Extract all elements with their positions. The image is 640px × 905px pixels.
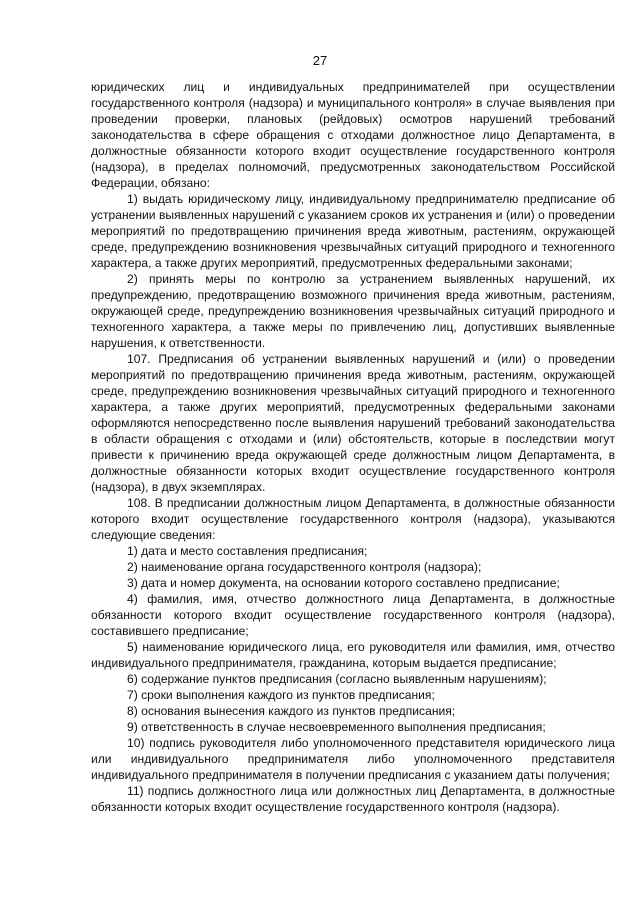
paragraph-item-1: 1) выдать юридическому лицу, индивидуальному предпринимателю предписание об устранении выявленных нарушений с указанием сроков их устранения и (или) о проведении мероприятий по предотвращению причинения вреда животным, растениям, окружающей среде, предупреждению возникновения чрезвычайных ситуаций природного и техногенного характера, а также других мероприятий, предусмотренных федеральными законами; [91, 192, 615, 270]
list-item-4: 4) фамилия, имя, отчество должностного лица Департамента, в должностные обязанности которого входит осуществление государственного контроля (надзора), составившего предписание; [91, 592, 615, 638]
paragraph-section-107: 107. Предписания об устранении выявленных нарушений и (или) о проведении мероприятий по предотвращению причинения вреда животным, растениям, окружающей среде, предупреждению возникновения чрезвычайных ситуаций природного и техногенного характера, а также других мероприятий, предусмотренных федеральными законами оформляются непосредственно после выявления нарушений требований законодательства в области обращения с отходами и (или) обстоятельств, которые в последствии могут привести к причинению вреда окружающей среде должностным лицом Департамента, в должностные обязанности которых входит осуществление государственного контроля (надзора), в двух экземплярах. [91, 352, 615, 494]
list-item-9: 9) ответственность в случае несвоевременного выполнения предписания; [127, 720, 546, 734]
list-item-5: 5) наименование юридического лица, его руководителя или фамилия, имя, отчество индивидуального предпринимателя, гражданина, которым выдается предписание; [91, 640, 615, 670]
paragraph-item-2: 2) принять меры по контролю за устранением выявленных нарушений, их предупреждению, предотвращению возможного причинения вреда животным, растениям, окружающей среде, предупреждению возникновения чрезвычайных ситуаций природного и техногенного характера, а также меры по привлечению лиц, допустивших выявленные нарушения, к ответственности. [91, 272, 615, 350]
list-item-2: 2) наименование органа государственного контроля (надзора); [127, 560, 482, 574]
list-item-8: 8) основания вынесения каждого из пунктов предписания; [127, 704, 456, 718]
list-item-11: 11) подпись должностного лица или должностных лиц Департамента, в должностные обязанности которых входит осуществление государственного контроля (надзора). [91, 784, 615, 814]
list-item-1: 1) дата и место составления предписания; [127, 544, 368, 558]
page-number: 27 [312, 53, 328, 68]
list-item-6: 6) содержание пунктов предписания (согласно выявленным нарушениям); [127, 672, 547, 686]
paragraph-intro: юридических лиц и индивидуальных предпринимателей при осуществлении государственного контроля (надзора) и муниципального контроля» в случае выявления при проведении проверки, плановых (рейдовых) осмотров нарушений требований законодательства в сфере обращения с отходами должностное лицо Департамента, в должностные обязанности которого входит осуществление государственного контроля (надзора), в пределах полномочий, предусмотренных законодательством Российской Федерации, обязано: [91, 80, 615, 190]
list-item-3: 3) дата и номер документа, на основании которого составлено предписание; [127, 576, 560, 590]
document-body [91, 79, 615, 815]
list-item-7: 7) сроки выполнения каждого из пунктов предписания; [127, 688, 435, 702]
paragraph-section-108: 108. В предписании должностным лицом Департамента, в должностные обязанности которого входит осуществление государственного контроля (надзора), указываются следующие сведения: [91, 496, 615, 542]
list-item-10: 10) подпись руководителя либо уполномоченного представителя юридического лица или индивидуального предпринимателя либо уполномоченного представителя индивидуального предпринимателя в получении предписания с указанием даты получения; [91, 736, 615, 782]
